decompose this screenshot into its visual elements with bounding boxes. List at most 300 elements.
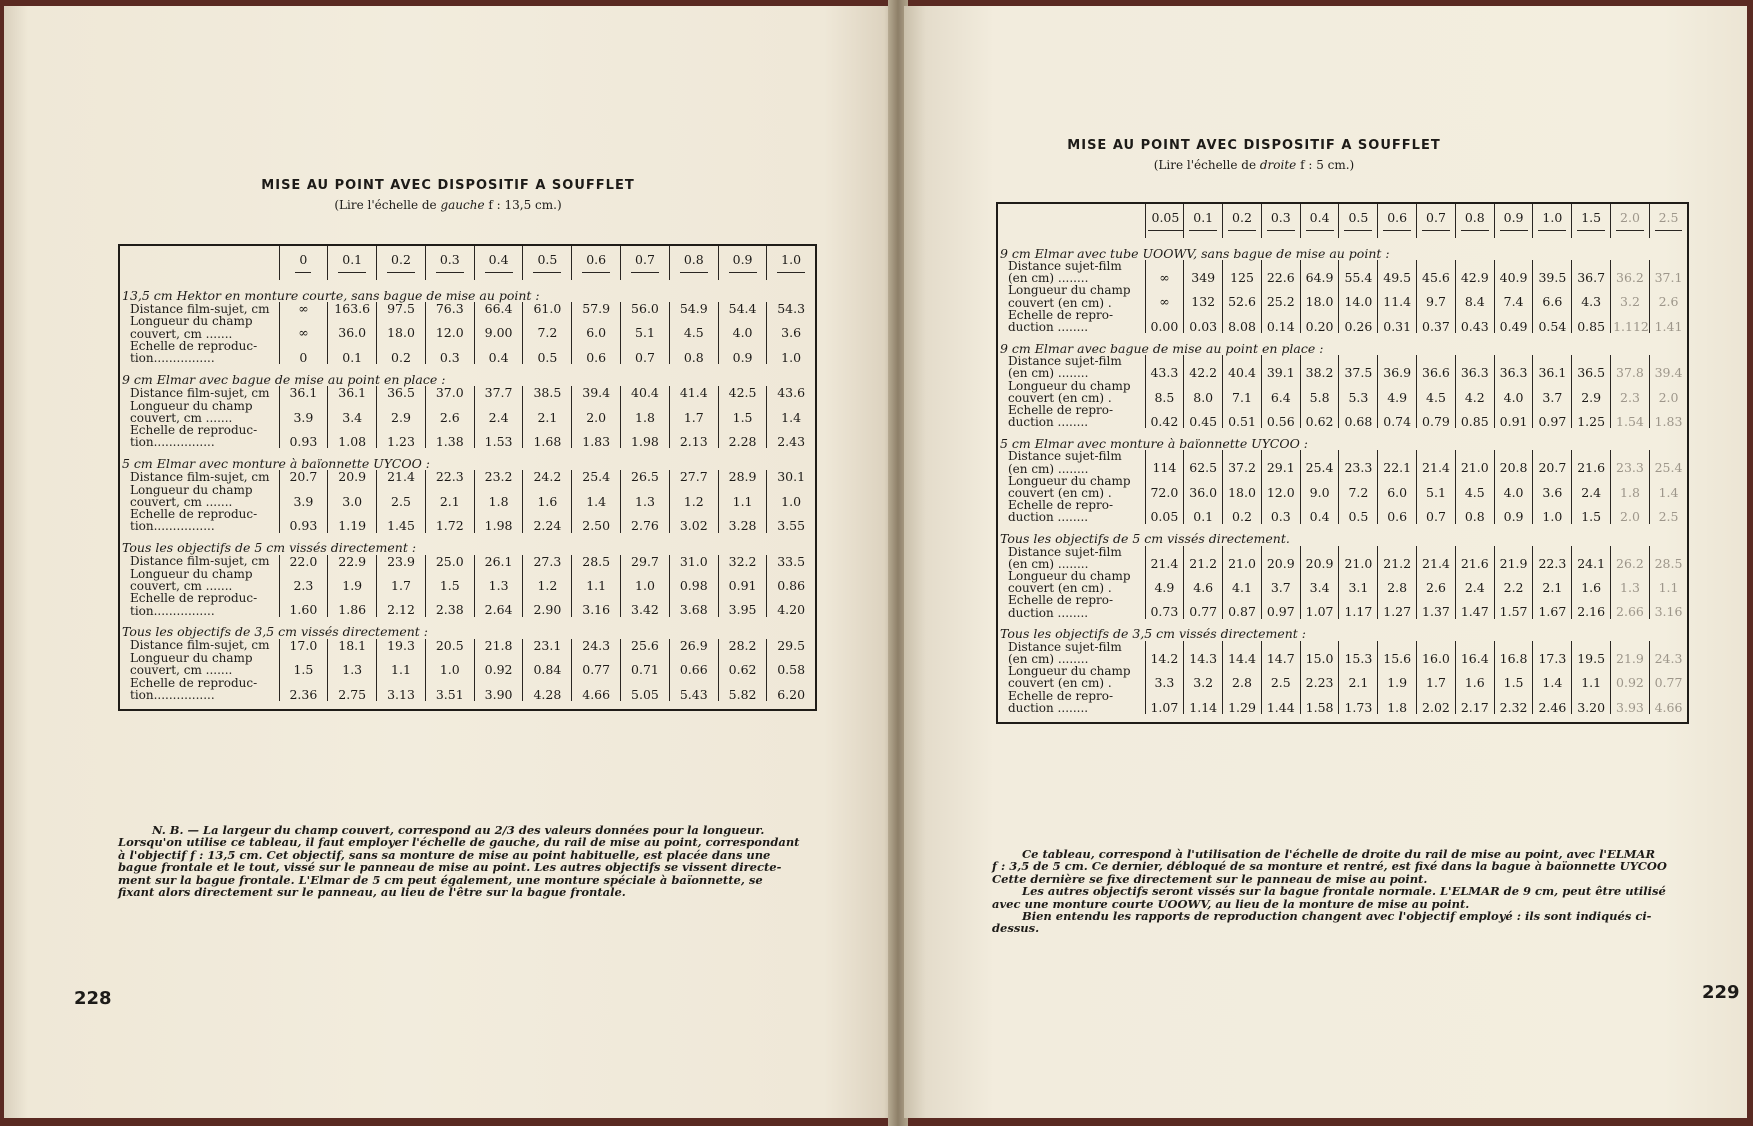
right-page-title: MISE AU POINT AVEC DISPOSITIF A SOUFFLET <box>1067 138 1441 153</box>
right-subtitle-pre: (Lire l'échelle de <box>1153 158 1260 172</box>
table-cell: 0.8 <box>1455 499 1494 523</box>
table-cell: 42.2 <box>1184 355 1223 379</box>
table-cell: 3.93 <box>1611 690 1650 714</box>
table-cell: 24.3 <box>1649 641 1688 665</box>
table-row <box>119 302 816 315</box>
table-row <box>119 677 816 701</box>
table-cell: 26.1 <box>474 555 523 568</box>
table-cell: 41.4 <box>669 386 718 399</box>
table-cell: 0.93 <box>279 424 328 448</box>
table-cell: 2.3 <box>279 568 328 592</box>
table-row <box>997 499 1688 523</box>
table-cell: 2.24 <box>523 508 572 532</box>
table-cell: 1.68 <box>523 424 572 448</box>
row-label <box>119 592 279 616</box>
table-cell: 1.1 <box>377 652 426 676</box>
table-cell: 15.0 <box>1300 641 1339 665</box>
section-heading-row <box>119 280 816 302</box>
table-cell: 36.6 <box>1417 355 1456 379</box>
table-row <box>119 424 816 448</box>
table-cell: 1.7 <box>1417 665 1456 689</box>
table-row <box>119 484 816 508</box>
section-heading: Tous les objectifs de 5 cm vissés directement. <box>1000 531 1290 547</box>
table-cell: 9.7 <box>1417 284 1456 308</box>
column-header-label: 0.5 <box>1344 211 1372 230</box>
table-cell: 17.3 <box>1533 641 1572 665</box>
table-cell: 36.1 <box>1533 355 1572 379</box>
table-row <box>997 690 1688 714</box>
footnote-line: bague frontale et le tout, vissé sur le panneau de mise au point. Les autres objectifs se vissent directe- <box>118 860 782 875</box>
table-cell: 42.9 <box>1455 260 1494 284</box>
table-cell: 1.17 <box>1339 594 1378 618</box>
column-header-label: 0.8 <box>680 253 708 272</box>
table-cell: 3.7 <box>1533 380 1572 404</box>
row-label <box>997 355 1145 379</box>
column-header <box>523 245 572 280</box>
column-header <box>1611 203 1650 238</box>
column-header <box>377 245 426 280</box>
row-label-line: Echelle de repro- <box>1008 307 1114 322</box>
table-cell: 8.5 <box>1145 380 1184 404</box>
table-cell: 37.2 <box>1223 450 1262 474</box>
section-heading: Tous les objectifs de 5 cm vissés directement : <box>122 540 417 556</box>
column-header <box>1261 203 1300 238</box>
table-cell: 1.57 <box>1494 594 1533 618</box>
table-cell: 4.3 <box>1572 284 1611 308</box>
table-cell: 0.1 <box>328 340 377 364</box>
table-cell: 6.0 <box>1378 475 1417 499</box>
column-header-label: 2.5 <box>1655 211 1683 230</box>
table-cell: 3.6 <box>767 315 816 339</box>
table-cell: 5.05 <box>621 677 670 701</box>
table-cell: 0.74 <box>1378 404 1417 428</box>
table-cell: 3.20 <box>1572 690 1611 714</box>
table-cell: 24.2 <box>523 470 572 483</box>
table-cell: 1.3 <box>621 484 670 508</box>
table-cell: 36.1 <box>279 386 328 399</box>
column-header-label: 1.0 <box>777 253 805 272</box>
table-cell: 15.3 <box>1339 641 1378 665</box>
row-label <box>997 284 1145 308</box>
table-cell: 0.00 <box>1145 309 1184 333</box>
section-heading-row <box>119 448 816 470</box>
table-cell: 349 <box>1184 260 1223 284</box>
row-label-line: duction ........ <box>1008 700 1089 715</box>
table-cell: 19.3 <box>377 639 426 652</box>
table-cell: 0.9 <box>718 340 767 364</box>
column-header-label: 0 <box>295 253 311 272</box>
table-cell: 2.43 <box>767 424 816 448</box>
table-cell: 0.54 <box>1533 309 1572 333</box>
table-cell: 1.8 <box>1378 690 1417 714</box>
table-cell: 3.1 <box>1339 570 1378 594</box>
column-header <box>767 245 816 280</box>
table-cell: 0.98 <box>669 568 718 592</box>
table-cell: 24.1 <box>1572 546 1611 570</box>
table-cell: 18.0 <box>1300 284 1339 308</box>
table-row <box>119 555 816 568</box>
table-cell: 2.4 <box>1455 570 1494 594</box>
table-cell: 1.98 <box>474 508 523 532</box>
table-cell: 39.4 <box>1649 355 1688 379</box>
table-cell: 1.60 <box>279 592 328 616</box>
column-header <box>718 245 767 280</box>
row-label-line: couvert (en cm) . <box>1008 581 1112 596</box>
left-page-number: 228 <box>74 988 112 1009</box>
table-cell: 1.8 <box>621 400 670 424</box>
table-cell: 22.1 <box>1378 450 1417 474</box>
table-cell: 76.3 <box>425 302 474 315</box>
table-cell: 0.77 <box>1184 594 1223 618</box>
right-page <box>904 6 1747 1118</box>
column-header-label: 0.7 <box>1422 211 1450 230</box>
table-cell: 25.6 <box>621 639 670 652</box>
footnote-line: ment sur la bague frontale. L'Elmar de 5 cm peut également, une monture spéciale à baïonnette, se <box>118 872 763 887</box>
table-cell: 12.0 <box>425 315 474 339</box>
table-cell: 4.1 <box>1223 570 1262 594</box>
table-cell: 1.7 <box>377 568 426 592</box>
column-header-label: 0.2 <box>1228 211 1256 230</box>
table-cell: 21.4 <box>1145 546 1184 570</box>
table-cell: 14.2 <box>1145 641 1184 665</box>
table-cell: 7.2 <box>523 315 572 339</box>
column-header <box>1184 203 1223 238</box>
table-cell: 1.47 <box>1455 594 1494 618</box>
table-cell: 29.1 <box>1261 450 1300 474</box>
row-label <box>119 677 279 701</box>
table-row <box>997 594 1688 618</box>
table-cell: 0.91 <box>718 568 767 592</box>
table-cell: 62.5 <box>1184 450 1223 474</box>
table-cell: 125 <box>1223 260 1262 284</box>
table-cell: 0.03 <box>1184 309 1223 333</box>
row-label <box>119 470 279 483</box>
table-cell: ∞ <box>279 302 328 315</box>
table-cell: 23.2 <box>474 470 523 483</box>
table-cell: 4.9 <box>1378 380 1417 404</box>
section-heading-row <box>997 238 1688 260</box>
column-header <box>474 245 523 280</box>
table-cell: 43.3 <box>1145 355 1184 379</box>
table-cell: 64.9 <box>1300 260 1339 284</box>
table-cell: 2.50 <box>572 508 621 532</box>
row-label-line: Distance sujet-film <box>1008 639 1122 654</box>
table-cell: 8.4 <box>1455 284 1494 308</box>
table-row <box>119 386 816 399</box>
table-cell: 1.25 <box>1572 404 1611 428</box>
table-cell: 1.1 <box>572 568 621 592</box>
column-header-label: 0.3 <box>436 253 464 272</box>
table-cell: 36.2 <box>1611 260 1650 284</box>
footnote-line: Lorsqu'on utilise ce tableau, il faut employer l'échelle de gauche, du rail de mise au point, correspondant <box>118 835 800 850</box>
table-cell: 2.4 <box>1572 475 1611 499</box>
table-cell: 38.5 <box>523 386 572 399</box>
footnote-line: f : 3,5 de 5 cm. Ce dernier, débloqué de sa monture et rentré, est fixé dans la bague à baïonnette UYCOO <box>992 859 1667 874</box>
table-cell: 1.5 <box>1572 499 1611 523</box>
row-label <box>997 570 1145 594</box>
column-header-label: 1.5 <box>1577 211 1605 230</box>
row-label-line: tion................ <box>130 519 215 534</box>
row-label-line: Echelle de reproduc- <box>130 423 258 438</box>
table-cell: 66.4 <box>474 302 523 315</box>
table-cell: 3.0 <box>328 484 377 508</box>
table-cell: 20.7 <box>279 470 328 483</box>
table-cell: ∞ <box>1145 284 1184 308</box>
column-header <box>1378 203 1417 238</box>
table-cell: 3.90 <box>474 677 523 701</box>
table-cell: 1.5 <box>718 400 767 424</box>
row-label-line: Echelle de repro- <box>1008 593 1114 608</box>
row-label-line: couvert, cm ....... <box>130 579 233 594</box>
row-label-line: Echelle de repro- <box>1008 498 1114 513</box>
table-cell: 2.12 <box>377 592 426 616</box>
table-cell: 40.4 <box>621 386 670 399</box>
table-row <box>997 641 1688 665</box>
table-cell: 4.66 <box>572 677 621 701</box>
table-cell: 3.3 <box>1145 665 1184 689</box>
table-cell: 1.5 <box>1494 665 1533 689</box>
table-cell: 37.1 <box>1649 260 1688 284</box>
table-cell: 54.3 <box>767 302 816 315</box>
table-cell: 20.5 <box>425 639 474 652</box>
table-cell: 2.9 <box>377 400 426 424</box>
table-cell: 5.43 <box>669 677 718 701</box>
table-cell: 2.75 <box>328 677 377 701</box>
row-label <box>997 665 1145 689</box>
table-cell: 36.3 <box>1455 355 1494 379</box>
footnote-line: dessus. <box>992 921 1040 936</box>
section-heading-row <box>997 619 1688 641</box>
row-label <box>119 302 279 315</box>
table-cell: 1.58 <box>1300 690 1339 714</box>
column-header-label: 0.9 <box>729 253 757 272</box>
column-header-label: 2.0 <box>1616 211 1644 230</box>
column-header-label: 0.1 <box>1189 211 1217 230</box>
footnote-line: Bien entendu les rapports de reproduction changent avec l'objectif employé : ils sont indiqués ci- <box>1022 909 1652 924</box>
row-label <box>997 641 1145 665</box>
table-cell: 25.2 <box>1261 284 1300 308</box>
right-footnote <box>992 848 1698 935</box>
table-cell: 0.49 <box>1494 309 1533 333</box>
table-cell: 0 <box>279 340 328 364</box>
table-cell: 12.0 <box>1261 475 1300 499</box>
table-cell: 25.0 <box>425 555 474 568</box>
table-cell: 4.9 <box>1145 570 1184 594</box>
table-cell: 21.9 <box>1494 546 1533 570</box>
table-cell: 3.02 <box>669 508 718 532</box>
table-cell: 4.5 <box>669 315 718 339</box>
section-heading-row <box>997 333 1688 355</box>
table-cell: 0.77 <box>572 652 621 676</box>
table-cell: 1.29 <box>1223 690 1262 714</box>
row-label <box>997 404 1145 428</box>
row-label-line: Echelle de repro- <box>1008 688 1114 703</box>
table-cell: 0.5 <box>1339 499 1378 523</box>
column-header <box>279 245 328 280</box>
table-cell: 0.73 <box>1145 594 1184 618</box>
table-cell: 3.42 <box>621 592 670 616</box>
table-cell: 1.41 <box>1649 309 1688 333</box>
table-cell: 1.0 <box>767 340 816 364</box>
table-cell: 21.6 <box>1572 450 1611 474</box>
table-cell: 3.4 <box>1300 570 1339 594</box>
table-cell: 4.6 <box>1184 570 1223 594</box>
table-cell: 22.0 <box>279 555 328 568</box>
left-page-title: MISE AU POINT AVEC DISPOSITIF A SOUFFLET <box>261 178 635 193</box>
table-cell: 28.5 <box>1649 546 1688 570</box>
table-cell: 2.36 <box>279 677 328 701</box>
row-label <box>119 555 279 568</box>
table-cell: 55.4 <box>1339 260 1378 284</box>
table-cell: 1.8 <box>474 484 523 508</box>
table-cell: 3.2 <box>1611 284 1650 308</box>
column-header <box>328 245 377 280</box>
table-cell: 26.2 <box>1611 546 1650 570</box>
row-label <box>997 499 1145 523</box>
table-cell: 25.4 <box>1649 450 1688 474</box>
row-label-line: Distance sujet-film <box>1008 354 1122 369</box>
column-header-label: 0.9 <box>1500 211 1528 230</box>
table-cell: 21.0 <box>1223 546 1262 570</box>
table-cell: 0.91 <box>1494 404 1533 428</box>
table-cell: 23.9 <box>377 555 426 568</box>
table-cell: 0.45 <box>1184 404 1223 428</box>
table-bottom-spacer-cell <box>997 714 1688 723</box>
table-cell: 2.5 <box>1261 665 1300 689</box>
right-focus-table <box>996 202 1689 724</box>
column-header-label: 0.4 <box>485 253 513 272</box>
table-cell: 0.3 <box>1261 499 1300 523</box>
table-row <box>119 652 816 676</box>
table-cell: 1.83 <box>1649 404 1688 428</box>
table-cell: 3.28 <box>718 508 767 532</box>
column-header <box>1572 203 1611 238</box>
table-cell: 2.66 <box>1611 594 1650 618</box>
table-cell: 16.4 <box>1455 641 1494 665</box>
table-cell: 29.5 <box>767 639 816 652</box>
table-cell: 3.68 <box>669 592 718 616</box>
left-page-subtitle <box>4 198 892 212</box>
table-cell: 23.3 <box>1339 450 1378 474</box>
table-cell: 1.98 <box>621 424 670 448</box>
table-cell: 3.51 <box>425 677 474 701</box>
column-header <box>1300 203 1339 238</box>
table-cell: 39.4 <box>572 386 621 399</box>
table-cell: 1.9 <box>328 568 377 592</box>
table-cell: 1.07 <box>1300 594 1339 618</box>
table-cell: 4.5 <box>1455 475 1494 499</box>
table-cell: 20.9 <box>1261 546 1300 570</box>
table-cell: 4.66 <box>1649 690 1688 714</box>
table-cell: 163.6 <box>328 302 377 315</box>
table-cell: 0.51 <box>1223 404 1262 428</box>
row-label-line: Echelle de reproduc- <box>130 675 258 690</box>
row-label-line: Longueur du champ <box>1008 473 1131 488</box>
table-cell: 0.7 <box>621 340 670 364</box>
column-header <box>1145 203 1184 238</box>
table-cell: 6.6 <box>1533 284 1572 308</box>
table-row <box>119 340 816 364</box>
table-cell: 21.8 <box>474 639 523 652</box>
table-cell: 2.90 <box>523 592 572 616</box>
row-label <box>997 450 1145 474</box>
row-label-line: tion................ <box>130 687 215 702</box>
section-heading: 5 cm Elmar avec monture à baïonnette UYCOO : <box>1000 436 1308 452</box>
table-cell: 0.20 <box>1300 309 1339 333</box>
table-cell: 0.31 <box>1378 309 1417 333</box>
table-corner <box>119 245 279 280</box>
table-cell: 4.28 <box>523 677 572 701</box>
table-cell: 9.00 <box>474 315 523 339</box>
table-cell: 0.5 <box>523 340 572 364</box>
row-label-line: Longueur du champ <box>1008 378 1131 393</box>
table-cell: ∞ <box>1145 260 1184 284</box>
table-cell: 19.5 <box>1572 641 1611 665</box>
table-cell: 27.3 <box>523 555 572 568</box>
row-label-line: couvert (en cm) . <box>1008 486 1112 501</box>
table-cell: 1.08 <box>328 424 377 448</box>
table-cell: 0.79 <box>1417 404 1456 428</box>
table-cell: 1.72 <box>425 508 474 532</box>
table-cell: 1.0 <box>767 484 816 508</box>
table-cell: 15.6 <box>1378 641 1417 665</box>
table-cell: 1.7 <box>669 400 718 424</box>
left-subtitle-post: f : 13,5 cm.) <box>484 198 562 212</box>
column-header <box>1417 203 1456 238</box>
row-label-line: couvert, cm ....... <box>130 495 233 510</box>
table-cell: 1.37 <box>1417 594 1456 618</box>
table-row <box>997 404 1688 428</box>
table-cell: 40.4 <box>1223 355 1262 379</box>
table-cell: 0.86 <box>767 568 816 592</box>
table-cell: 42.5 <box>718 386 767 399</box>
table-cell: 39.1 <box>1261 355 1300 379</box>
table-cell: 2.1 <box>425 484 474 508</box>
section-heading: Tous les objectifs de 3,5 cm vissés directement : <box>1000 626 1306 642</box>
table-cell: 2.23 <box>1300 665 1339 689</box>
row-label-line: couvert (en cm) . <box>1008 295 1112 310</box>
table-cell: 40.9 <box>1494 260 1533 284</box>
table-cell: 29.7 <box>621 555 670 568</box>
table-cell: 0.68 <box>1339 404 1378 428</box>
row-label-line: Distance film-sujet, cm <box>130 301 270 316</box>
table-cell: 3.13 <box>377 677 426 701</box>
table-cell: 54.4 <box>718 302 767 315</box>
table-cell: 0.8 <box>669 340 718 364</box>
table-cell: 0.87 <box>1223 594 1262 618</box>
row-label-line: Distance sujet-film <box>1008 259 1122 273</box>
table-cell: 2.1 <box>1339 665 1378 689</box>
table-cell: 0.92 <box>474 652 523 676</box>
row-label <box>119 568 279 592</box>
table-cell: 3.95 <box>718 592 767 616</box>
table-cell: 2.76 <box>621 508 670 532</box>
table-cell: 0.4 <box>1300 499 1339 523</box>
column-header-label: 0.5 <box>533 253 561 272</box>
footnote-line: Les autres objectifs seront vissés sur la bague frontale normale. L'ELMAR de 9 cm, peut être utilisé <box>1022 884 1666 899</box>
footnote-line: fixant alors directement sur le panneau, au lieu de l'être sur la bague frontale. <box>118 885 626 900</box>
table-cell: 2.2 <box>1494 570 1533 594</box>
row-label-line: duction ........ <box>1008 415 1089 430</box>
left-focus-table <box>118 244 817 711</box>
left-subtitle-em: gauche <box>440 198 485 212</box>
column-header <box>425 245 474 280</box>
row-label <box>997 309 1145 333</box>
table-cell: 2.28 <box>718 424 767 448</box>
table-cell: 72.0 <box>1145 475 1184 499</box>
column-header <box>1455 203 1494 238</box>
table-row <box>119 470 816 483</box>
